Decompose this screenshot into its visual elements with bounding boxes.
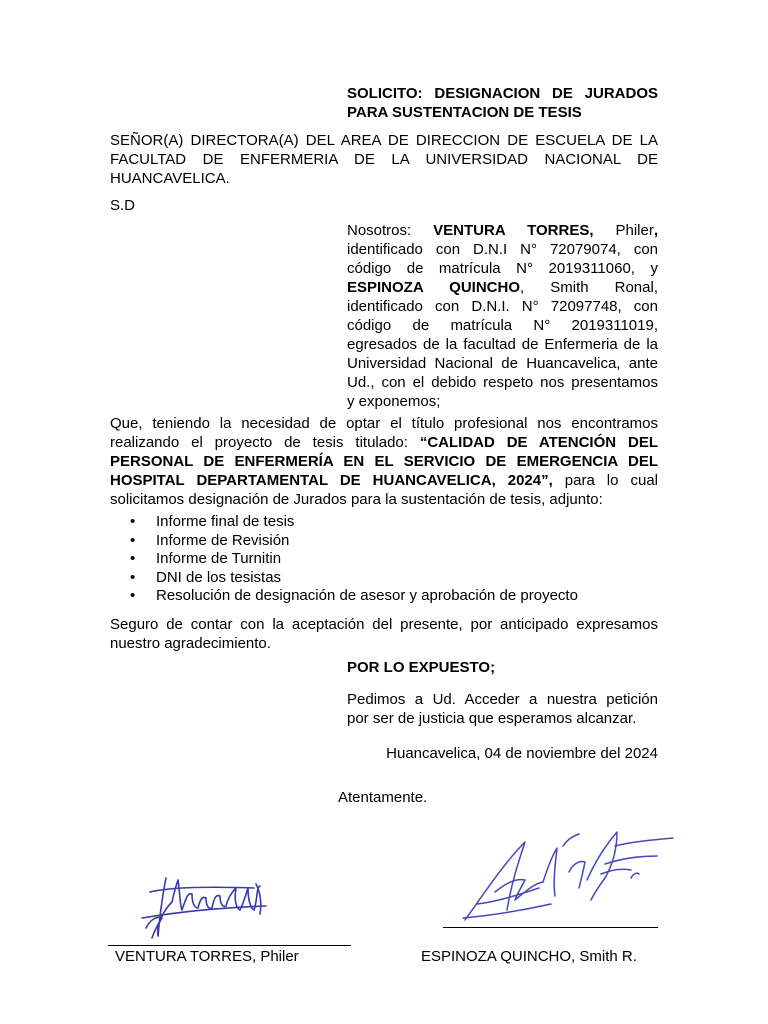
salutation: S.D	[110, 197, 136, 214]
signatory-2-name: ESPINOZA QUINCHO, Smith R.	[421, 948, 637, 965]
intro-line-8: Universidad Nacional de Huancavelica, ante	[347, 355, 658, 372]
intro-line-5: identificado con D.N.I. N° 72097748, con	[347, 298, 658, 315]
intro-paragraph	[347, 221, 658, 411]
intro-line-9: Ud., con el debido respeto nos presentamos	[347, 374, 658, 391]
por-lo-expuesto-heading: POR LO EXPUESTO;	[347, 659, 496, 676]
list-item: • Informe de Turnitin	[130, 550, 578, 569]
list-item: • DNI de los tesistas	[130, 569, 578, 588]
signature-1-image	[136, 858, 311, 943]
intro-line-10: y exponemos;	[347, 393, 441, 410]
thesis-title-part-3: HOSPITAL DEPARTAMENTAL DE HUANCAVELICA, 2024”,	[110, 472, 553, 489]
applicant-1-given-name: Philer	[593, 222, 654, 239]
thesis-title-part-1: “CALIDAD DE ATENCIÓN DEL	[419, 434, 658, 451]
list-item: • Informe final de tesis	[130, 513, 578, 532]
signatory-1-name: VENTURA TORRES, Philer	[115, 948, 299, 965]
attachments-list	[130, 513, 578, 606]
addressee-line-3: HUANCAVELICA.	[110, 170, 230, 187]
body-text: realizando el proyecto de tesis titulado:	[110, 434, 420, 451]
signature-2-image	[455, 822, 680, 932]
body-line-2	[110, 433, 658, 452]
place-and-date: Huancavelica, 04 de noviembre del 2024	[386, 745, 658, 762]
intro-line-2: identificado con D.N.I N° 72079074, con	[347, 241, 658, 258]
petition-paragraph	[347, 690, 658, 728]
thesis-title-part-2: PERSONAL DE ENFERMERÍA EN EL SERVICIO DE EMERGENCIA DEL	[110, 453, 658, 470]
subject-heading	[347, 84, 658, 122]
addressee-line-1: SEÑOR(A) DIRECTORA(A) DEL AREA DE DIRECCION DE ESCUELA DE LA	[110, 132, 658, 149]
applicant-2-given-name: , Smith Ronal,	[520, 279, 658, 296]
body-line-4	[110, 471, 658, 490]
subject-line-1: SOLICITO: DESIGNACION DE JURADOS	[347, 85, 658, 102]
body-paragraph	[110, 414, 658, 509]
body-line-3	[110, 452, 658, 471]
signature-2-line	[443, 927, 658, 928]
intro-text: Nosotros:	[347, 222, 434, 239]
intro-line-7: egresados de la facultad de Enfermeria de la	[347, 336, 658, 353]
closing-line-1: Seguro de contar con la aceptación del presente, por anticipado expresamos	[110, 616, 658, 633]
regards: Atentamente.	[338, 789, 428, 806]
closing-paragraph	[110, 615, 658, 653]
subject-line-2: PARA SUSTENTACION DE TESIS	[347, 104, 582, 121]
petition-line-1: Pedimos a Ud. Acceder a nuestra petición	[347, 691, 658, 708]
intro-line-3: código de matrícula N° 2019311060, y	[347, 260, 658, 277]
closing-line-2: nuestro agradecimiento.	[110, 635, 271, 652]
addressee-block	[110, 131, 658, 188]
body-text: para lo cual	[552, 472, 659, 489]
list-item: • Resolución de designación de asesor y aprobación de proyecto	[130, 587, 578, 606]
addressee-line-2: FACULTAD DE ENFERMERIA DE LA UNIVERSIDAD NACIONAL DE	[110, 151, 658, 168]
applicant-2-surname: ESPINOZA QUINCHO	[347, 279, 521, 296]
intro-comma: ,	[653, 222, 658, 239]
applicant-1-surname: VENTURA TORRES,	[433, 222, 594, 239]
intro-line-6: código de matrícula N° 2019311019,	[347, 317, 658, 334]
intro-line-1	[347, 221, 658, 240]
body-line-5: solicitamos designación de Jurados para la sustentación de tesis, adjunto:	[110, 491, 603, 508]
intro-line-4	[347, 278, 658, 297]
petition-line-2: por ser de justicia que esperamos alcanzar.	[347, 710, 637, 727]
signature-1-line	[108, 945, 351, 946]
list-item: • Informe de Revisión	[130, 532, 578, 551]
body-line-1: Que, teniendo la necesidad de optar el título profesional nos encontramos	[110, 415, 658, 432]
